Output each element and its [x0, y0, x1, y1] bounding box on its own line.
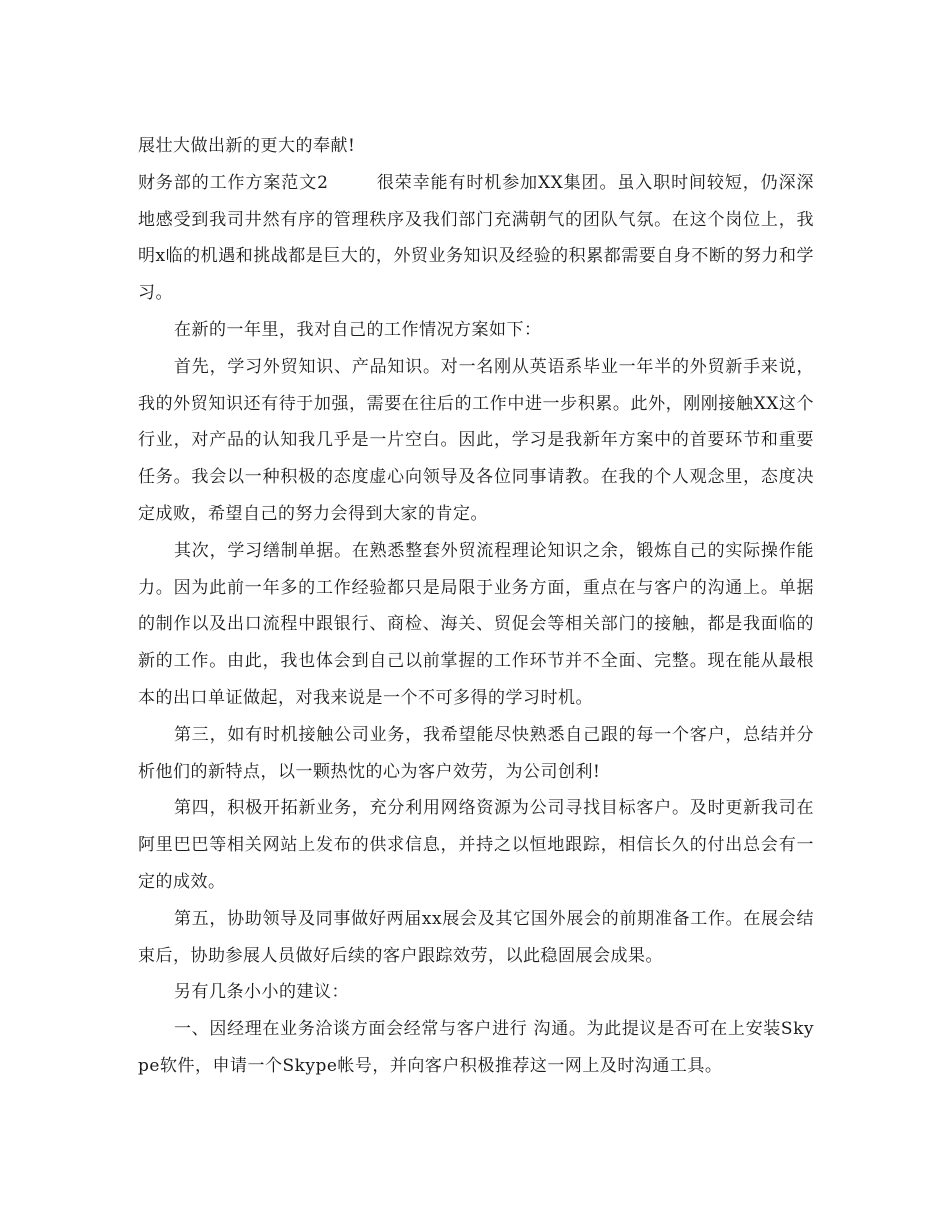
- section-title: 财务部的工作方案范文2: [138, 172, 329, 193]
- paragraph-9: 一、因经理在业务洽谈方面会经常与客户进行 沟通。为此提议是否可在上安装Skype软件，申请一个Skype帐号，并向客户积极推荐这一网上及时沟通工具。: [138, 1019, 814, 1076]
- paragraph-1-body: 很荣幸能有时机参加XX集团。虽入职时间较短，仍深深地感受到我司井然有序的管理秩序及我们部门充满朝气的团队气氛。在这个岗位上，我明x临的机遇和挑战都是巨大的，外贸业务知识及经验的积累都需要自身不断的努力和学习。: [138, 172, 814, 304]
- paragraph-1: [138, 165, 814, 312]
- paragraph-0: 展壮大做出新的更大的奉献!: [138, 136, 356, 156]
- document-page: [138, 128, 814, 1085]
- paragraph-3: 首先，学习外贸知识、产品知识。对一名刚从英语系毕业一年半的外贸新手来说，我的外贸知识还有待于加强，需要在往后的工作中进一步积累。此外，刚刚接触XX这个行业，对产品的认知我几乎是一片空白。因此，学习是我新年方案中的首要环节和重要任务。我会以一种积极的态度虚心向领导及各位同事请教。在我的个人观念里，态度决定成败，希望自己的努力会得到大家的肯定。: [138, 356, 814, 524]
- paragraph-6: 第四，积极开拓新业务，充分利用网络资源为公司寻找目标客户。及时更新我司在阿里巴巴等相关网站上发布的供求信息，并持之以恒地跟踪，相信长久的付出总会有一定的成效。: [138, 798, 814, 892]
- paragraph-5: 第三，如有时机接触公司业务，我希望能尽快熟悉自己跟的每一个客户，总结并分析他们的新特点，以一颗热忱的心为客户效劳，为公司创利!: [138, 724, 814, 782]
- paragraph-8: 另有几条小小的建议：: [174, 982, 349, 1003]
- paragraph-2: 在新的一年里，我对自己的工作情况方案如下：: [174, 319, 542, 340]
- paragraph-4: 其次，学习缮制单据。在熟悉整套外贸流程理论知识之余，锻炼自己的实际操作能力。因为此前一年多的工作经验都只是局限于业务方面，重点在与客户的沟通上。单据的制作以及出口流程中跟银行、商检、海关、贸促会等相关部门的接触，都是我面临的新的工作。由此，我也体会到自己以前掌握的工作环节并不全面、完整。现在能从最根本的出口单证做起，对我来说是一个不可多得的学习时机。: [138, 540, 814, 708]
- paragraph-7: 第五，协助领导及同事做好两届xx展会及其它国外展会的前期准备工作。在展会结束后，协助参展人员做好后续的客户跟踪效劳，以此稳固展会成果。: [138, 908, 814, 966]
